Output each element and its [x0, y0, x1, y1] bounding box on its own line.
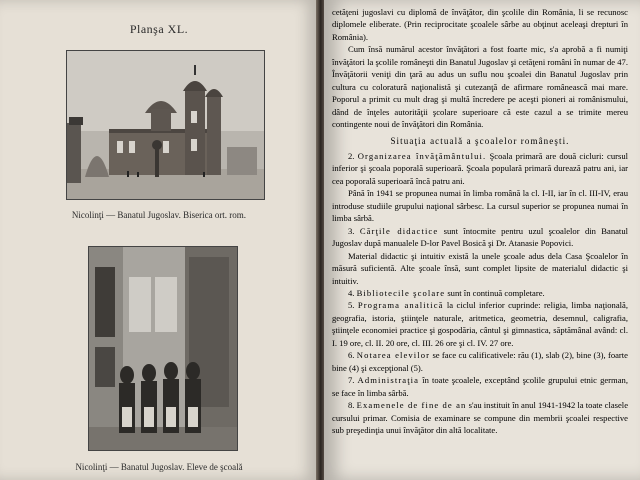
section-2-label: Organizarea învăţământului.: [357, 150, 487, 161]
section-3-label: Cărţile didactice: [359, 225, 439, 236]
plate-title: Planşa XL.: [129, 22, 189, 36]
students-caption: Nicolinţi — Banatul Jugoslav. Eleve de şcoală: [75, 462, 243, 472]
section-3-text: sunt întocmite pentru uzul şcoalelor din Banatul Jugoslav după manualele D-lor Pavel Bosică şi Dr. Atanasie Popovici.: [332, 225, 629, 249]
section-8: 8. Examenele de fine de an s'au instituit în anul 1941-1942 la toate clasele cursului primar. Comisia de examinare se compune din membrii şcoalei respective sub preşedinţia unui învăţător din altă localitate.: [332, 400, 629, 435]
paragraph-4: Material didactic şi intuitiv există la unele şcoale adus dela Casa Şcoalelor în măsură suficientă. Alte şcoale însă, sunt complet lipsite de materialul didactic şi intuitiv.: [332, 250, 628, 286]
section-3: 3. Cărţile didactice sunt întocmite pentru uzul şcoalelor din Banatul Jugoslav după manualele D-lor Pavel Bosică şi Dr. Atanasie Popovici.: [332, 225, 629, 249]
church-photo: [66, 50, 265, 200]
section-2: 2. Organizarea învăţământului. Şcoala primară are două cicluri: cursul inferior şi şcoala poporală superioară. Şcoala populară primară durează patru ani, iar cea poporală superioară încă patru ani.: [332, 150, 629, 186]
paragraph-2: Cum însă numărul acestor învăţători a fost foarte mic, s'a aprobă a fi numiţi învăţători la şcolile româneşti din Banatul Jugoslav şi cetăţeni români în numar de 47. Învăţătorii veniţi din ţară au adus un suflu nou şcoalei din Banatul Jugoslav prin cultura cu coloratură naţionalistă şi cutezanţă de afirmare românească mai mare. Poporul a primit cu mult drag şi multă încredere pe aceşti pioneri ai românismului, dând de înţeles autorităţii şcolare superioare că este cazul a se trimite mereu contingente noui de învăţători din România.: [332, 44, 628, 130]
section-heading: Situaţia actuală a şcoalelor româneşti.: [390, 135, 570, 146]
paragraph-3: Până în 1941 se propunea numai în limba română la cl. I-II, iar în cl. III-IV, erau introduse studiile grupului naţional sârbesc. La cursul superior se propunea numai în limba sârbă.: [332, 188, 628, 224]
section-5-label: Programa analitică: [357, 300, 444, 311]
section-6-text: se face cu calificativele: rău (1), slab (2), bine (3), foarte bine (4) şi excepţional (5).: [332, 350, 628, 373]
section-8-label: Examenele de fine de an: [356, 400, 467, 411]
section-4-text: sunt în continuă completare.: [447, 287, 545, 298]
section-7-text: în toate şcoalele, exceptând şcolile grupului etnic german, se face în limba sârbă.: [332, 375, 628, 398]
paragraph-1: cetăţeni jugoslavi cu diplomă de învăţător, din şcolile din România, li se recunosc diplomele eliberate. (Prin reciprocitate şcoalele sârbe au obţinut aceleaşi drepturi în România).: [332, 7, 628, 42]
section-8-text: s'au instituit în anul 1941-1942 la toate clasele cursului primar. Comisia de examinare se compune din membrii şcoalei respective sub preşedinţia unui învăţător din altă localitate.: [332, 400, 629, 435]
students-image: [89, 247, 237, 450]
section-4: 4. Bibliotecile şcolare sunt în continuă completare.: [348, 287, 545, 298]
church-caption: Nicolinţi — Banatul Jugoslav. Biserica ort. rom.: [71, 210, 247, 220]
students-photo: [88, 246, 238, 451]
church-image: [67, 51, 264, 199]
section-6: 6. Notarea elevilor se face cu calificativele: rău (1), slab (2), bine (3), foarte bine (4) şi excepţional (5).: [332, 350, 628, 373]
right-page-text: [332, 6, 628, 436]
section-4-label: Bibliotecile şcolare: [356, 287, 446, 298]
section-2-text: Şcoala primară are două cicluri: cursul inferior şi şcoala poporală superioară. Şcoala populară primară durează patru ani, iar cea poporală superioară încă patru ani.: [332, 150, 629, 186]
section-5: 5. Programa analitică la ciclul inferior cuprinde: religia, limba naţională, geografia, istoria, ştiinţele naturale, aritmetica, geometria, desemnul, caligrafia, ştiinţele economiei practice şi gospodăria, cântul şi gimnastica, săptămânal având: cl. I. 19 ore, cl. II. 20 ore, cl. III. 26 ore şi cl. IV. 27 ore.: [332, 300, 629, 348]
section-5-text: la ciclul inferior cuprinde: religia, limba naţională, geografia, istoria, ştiinţele naturale, aritmetica, geometria, desemnul, caligrafia, ştiinţele economiei practice şi gospodăria, cântul şi gimnastica, săptămânal având: cl. I. 19 ore, cl. II. 20 ore, cl. III. 26 ore şi cl. IV. 27 ore.: [332, 300, 629, 348]
section-6-label: Notarea elevilor: [356, 350, 431, 361]
left-page: [0, 0, 318, 480]
section-7-label: Administraţia: [357, 375, 420, 386]
section-7: 7. Administraţia în toate şcoalele, exceptând şcolile grupului etnic german, se face în limba sârbă.: [332, 375, 628, 398]
